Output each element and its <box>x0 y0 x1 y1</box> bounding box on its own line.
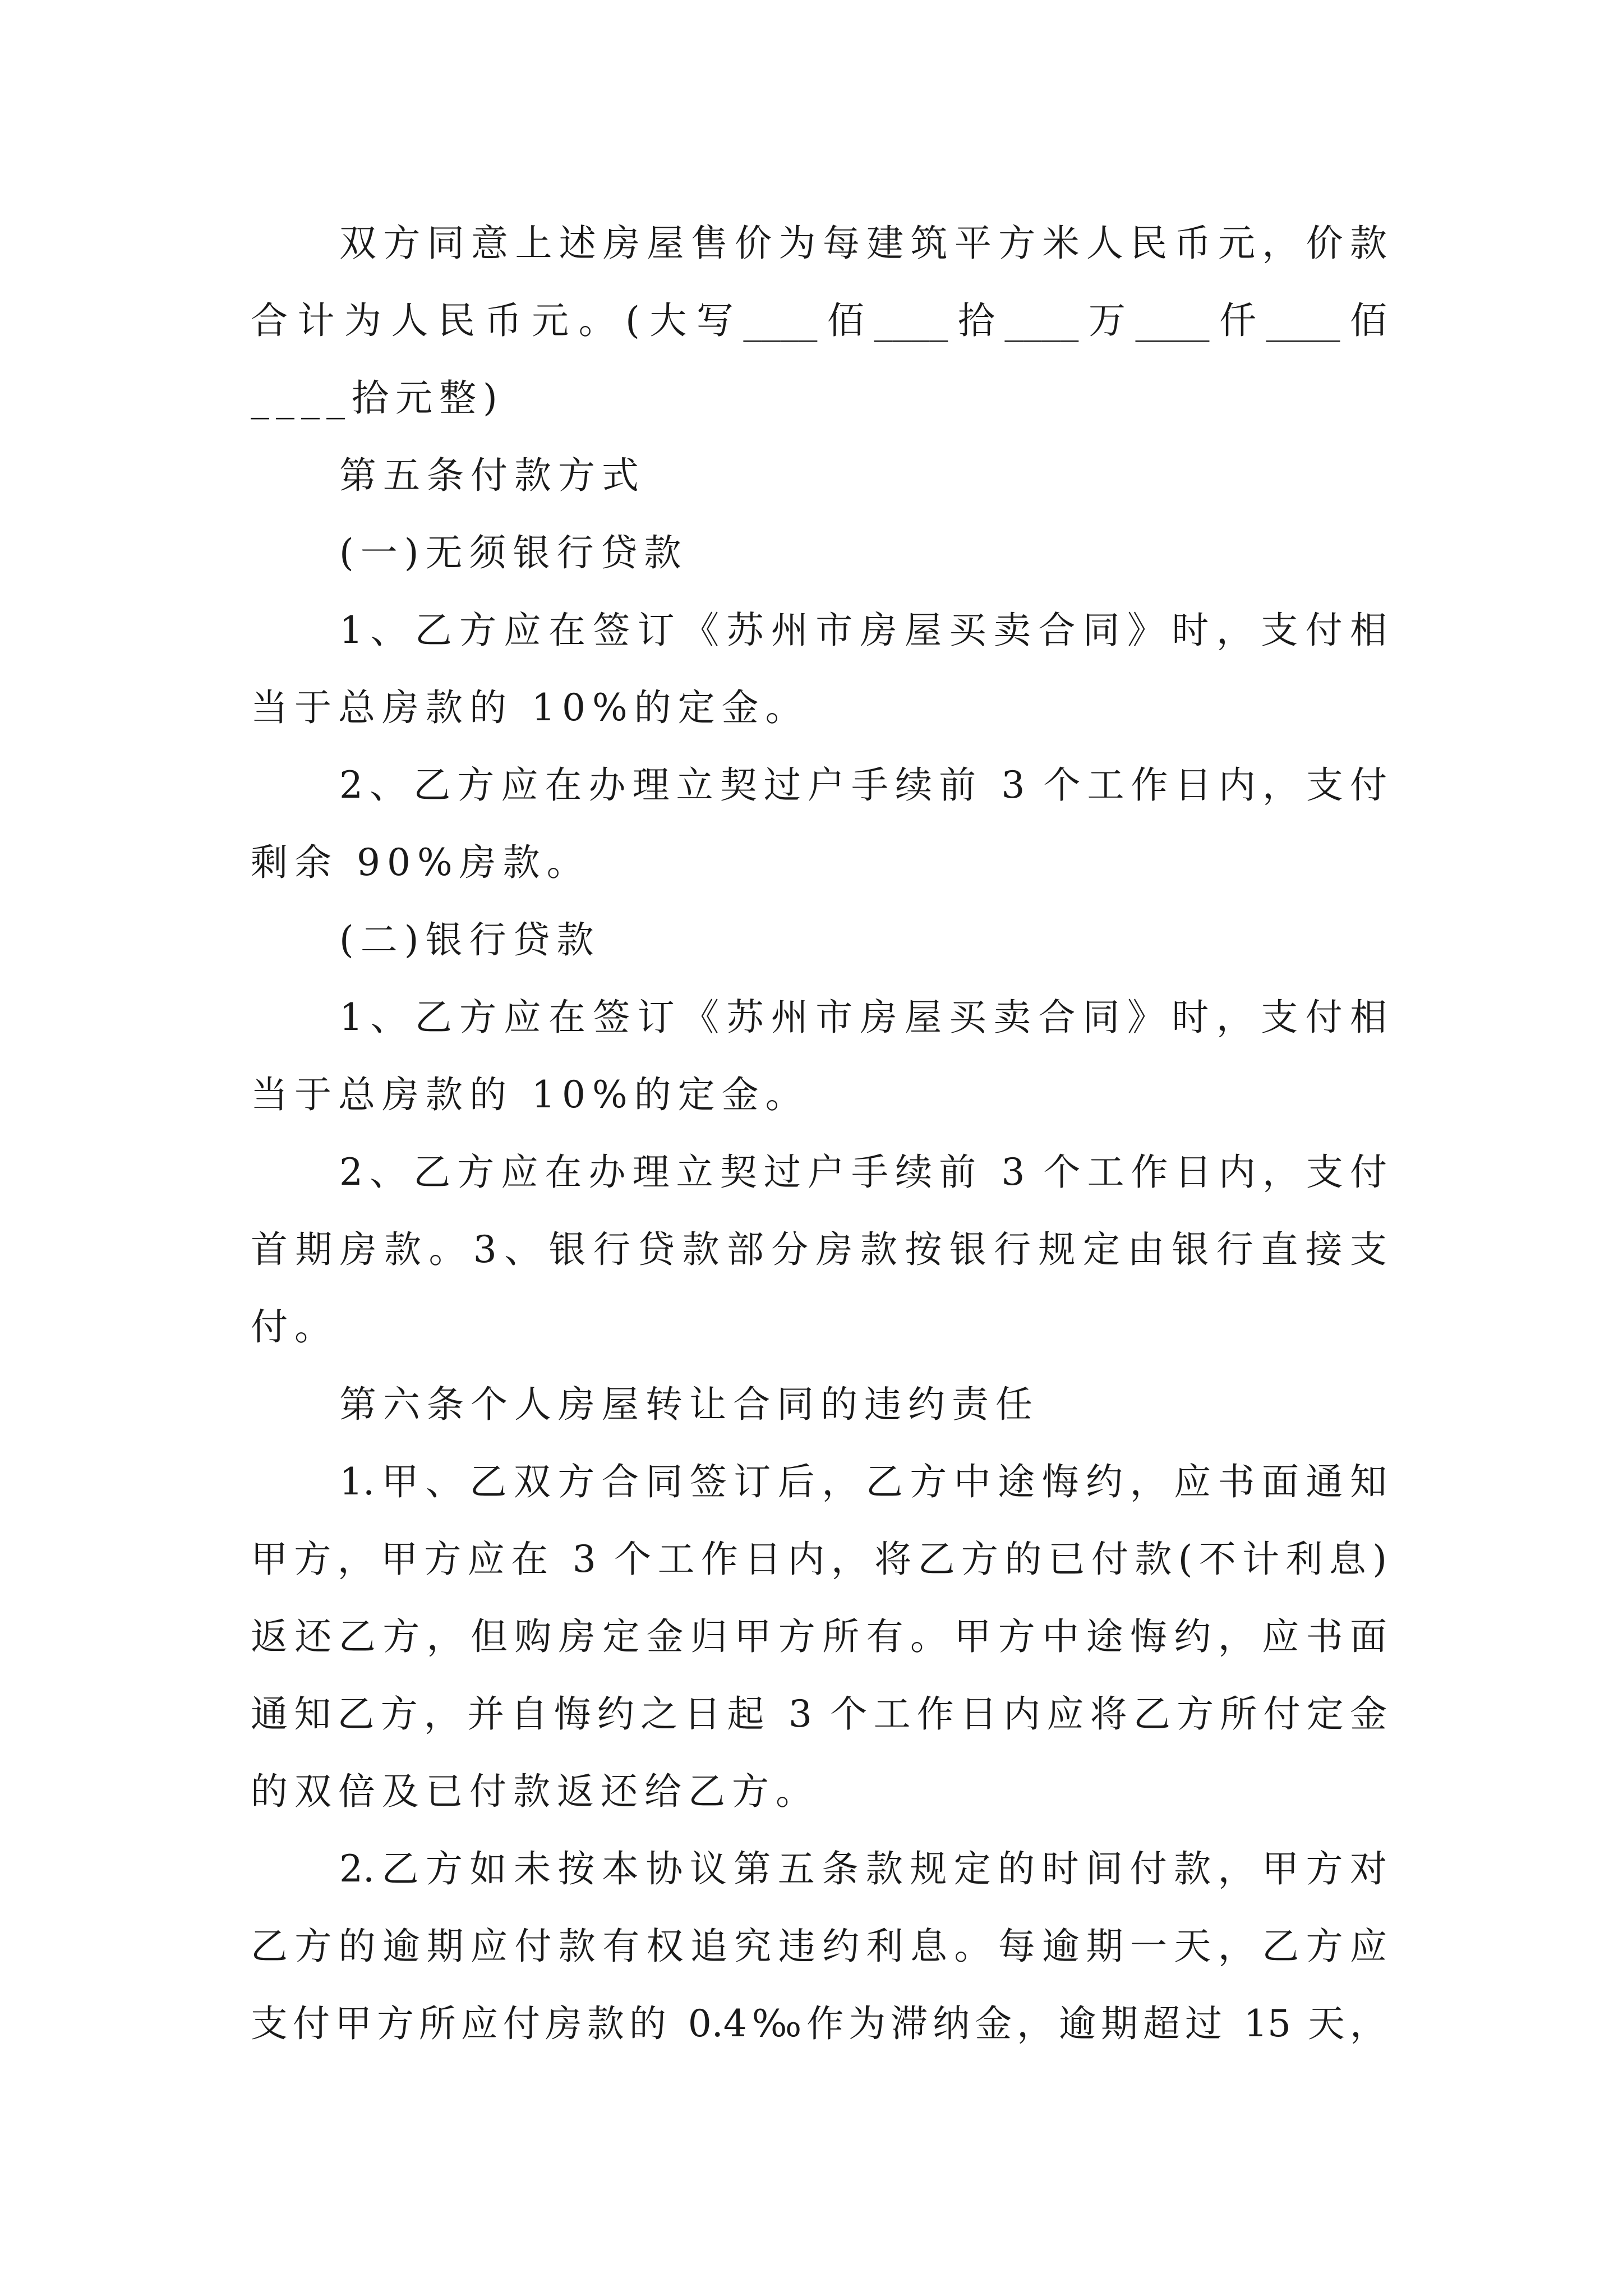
section-heading <box>251 437 1387 514</box>
paragraph <box>251 1830 1387 2063</box>
text-line: 支付甲方所应付房款的 0.4‰作为滞纳金，逾期超过 15 天， <box>251 2002 1387 2045</box>
text-line: 2、乙方应在办理立契过户手续前 3 个工作日内，支付 <box>339 763 1387 807</box>
text-line: 付。 <box>251 1305 338 1349</box>
text-line: 2、乙方应在办理立契过户手续前 3 个工作日内，支付 <box>339 1151 1387 1194</box>
text-line: 乙方的逾期应付款有权追究违约利息。每逾期一天，乙方应 <box>251 1925 1387 1968</box>
text-line: 返还乙方，但购房定金归甲方所有。甲方中途悔约，应书面 <box>251 1615 1387 1658</box>
paragraph <box>251 1134 1387 1366</box>
paragraph <box>251 979 1387 1134</box>
text-line: 1、乙方应在签订《苏州市房屋买卖合同》时，支付相 <box>339 609 1387 652</box>
text-line: 当于总房款的 10%的定金。 <box>251 686 809 729</box>
paragraph <box>251 592 1387 747</box>
document-page <box>251 205 1387 2063</box>
text-line: (一)无须银行贷款 <box>339 531 688 574</box>
paragraph <box>251 747 1387 901</box>
subsection-heading <box>251 514 1387 592</box>
text-line: 通知乙方，并自悔约之日起 3 个工作日内应将乙方所付定金 <box>251 1692 1387 1736</box>
text-line: 甲方，甲方应在 3 个工作日内，将乙方的已付款(不计利息) <box>251 1538 1387 1581</box>
paragraph <box>251 205 1387 437</box>
text-line: 剩余 90%房款。 <box>251 841 591 884</box>
text-line: 2.乙方如未按本协议第五条款规定的时间付款，甲方对 <box>339 1847 1387 1890</box>
text-line: 第六条个人房屋转让合同的违约责任 <box>339 1383 1039 1426</box>
subsection-heading <box>251 901 1387 979</box>
text-line: 合计为人民币元。(大写____佰____拾____万____仟____佰 <box>251 299 1387 342</box>
text-line: ____拾元整) <box>251 376 504 420</box>
text-line: (二)银行贷款 <box>339 918 601 961</box>
text-line: 第五条付款方式 <box>339 454 645 497</box>
text-line: 当于总房款的 10%的定金。 <box>251 1073 809 1116</box>
text-line: 的双倍及已付款返还给乙方。 <box>251 1770 819 1813</box>
paragraph <box>251 1443 1387 1830</box>
text-line: 1、乙方应在签订《苏州市房屋买卖合同》时，支付相 <box>339 996 1387 1039</box>
text-line: 双方同意上述房屋售价为每建筑平方米人民币元，价款 <box>339 222 1387 265</box>
section-heading <box>251 1366 1387 1443</box>
text-line: 首期房款。3、银行贷款部分房款按银行规定由银行直接支 <box>251 1228 1387 1271</box>
text-line: 1.甲、乙双方合同签订后，乙方中途悔约，应书面通知 <box>339 1460 1387 1503</box>
